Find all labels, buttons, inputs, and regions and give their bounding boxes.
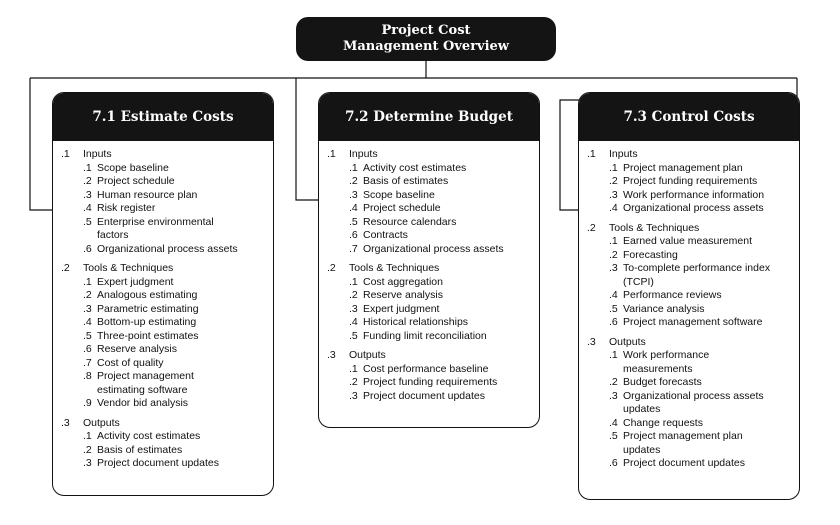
- list-item: .1 Work performance measurements: [609, 349, 710, 375]
- list-item: .1 Cost aggregation: [349, 275, 443, 288]
- list-item: .2 Analogous estimating: [83, 289, 198, 301]
- section-tools-techniques: [587, 222, 793, 330]
- section-number: .1: [587, 148, 596, 160]
- list-item: .3 Work performance information: [609, 188, 765, 201]
- list-item: .4 Organizational process assets: [609, 202, 764, 214]
- list-item: .2 Basis of estimates: [349, 175, 449, 187]
- section-label: Tools & Techniques: [83, 262, 174, 274]
- list-item: .6 Contracts: [349, 229, 408, 241]
- section-label: Tools & Techniques: [609, 221, 700, 234]
- list-item: .5 Variance analysis: [609, 302, 705, 315]
- section-label: Outputs: [609, 335, 646, 348]
- list-item: .3 Expert judgment: [349, 302, 440, 315]
- section-tools-techniques: [327, 262, 533, 343]
- section-label: Inputs: [83, 148, 112, 160]
- list-item: .8 Project management estimating software: [83, 370, 194, 396]
- list-item: .3 To-complete performance index (TCPI): [609, 262, 771, 288]
- list-item: .2 Reserve analysis: [349, 289, 443, 301]
- list-item: .3 Project document updates: [349, 389, 485, 402]
- section-inputs: [327, 148, 533, 256]
- section-outputs: [327, 349, 533, 403]
- section-number: .1: [327, 148, 336, 160]
- list-item: .6 Organizational process assets: [83, 242, 238, 255]
- list-item: .2 Basis of estimates: [83, 443, 183, 456]
- list-item: .1 Project management plan: [609, 161, 743, 174]
- section-inputs: [61, 148, 267, 256]
- section-number: .3: [61, 416, 70, 429]
- section-number: .2: [61, 262, 70, 274]
- section-label: Outputs: [349, 349, 386, 361]
- section-number: .2: [327, 262, 336, 274]
- connector-to-determine-budget: [296, 78, 318, 200]
- overview-title-line-2: Management Overview: [342, 39, 509, 54]
- section-tools-techniques: [61, 262, 267, 411]
- list-item: .5 Enterprise environmental factors: [83, 215, 214, 241]
- list-item: .1 Scope baseline: [83, 161, 169, 174]
- panel-control-costs: [578, 92, 800, 500]
- list-item: .5 Project management plan updates: [609, 430, 743, 456]
- list-item: .3 Human resource plan: [83, 188, 198, 201]
- list-item: .7 Organizational process assets: [349, 242, 504, 255]
- panel-estimate-costs: [52, 92, 274, 496]
- list-item: .2 Project schedule: [83, 175, 175, 187]
- section-label: Outputs: [83, 416, 120, 429]
- list-item: .9 Vendor bid analysis: [83, 397, 189, 409]
- section-outputs: [587, 336, 793, 471]
- list-item: .3 Scope baseline: [349, 188, 435, 201]
- list-item: .5 Three-point estimates: [83, 329, 199, 342]
- list-item: .5 Funding limit reconciliation: [349, 329, 487, 342]
- overview-title-box: [296, 17, 556, 61]
- list-item: .4 Change requests: [609, 416, 703, 429]
- list-item: .1 Activity cost estimates: [349, 161, 467, 174]
- list-item: .4 Historical relationships: [349, 316, 469, 328]
- list-item: .3 Project document updates: [83, 457, 219, 469]
- list-item: .1 Earned value measurement: [609, 235, 752, 247]
- list-item: .1 Expert judgment: [83, 275, 174, 288]
- section-outputs: [61, 417, 267, 471]
- section-label: Inputs: [349, 148, 378, 160]
- list-item: .2 Budget forecasts: [609, 376, 702, 388]
- section-label: Inputs: [609, 148, 638, 160]
- panel-header-determine-budget: 7.2 Determine Budget: [319, 93, 539, 141]
- list-item: .7 Cost of quality: [83, 356, 164, 369]
- panel-header-estimate-costs: 7.1 Estimate Costs: [53, 93, 273, 141]
- section-number: .1: [61, 148, 70, 160]
- list-item: .2 Project funding requirements: [609, 175, 758, 187]
- list-item: .3 Parametric estimating: [83, 302, 199, 315]
- list-item: .4 Bottom-up estimating: [83, 316, 197, 328]
- section-label: Tools & Techniques: [349, 262, 440, 274]
- panel-header-control-costs: 7.3 Control Costs: [579, 93, 799, 141]
- list-item: .6 Project management software: [609, 316, 763, 328]
- list-item: .2 Forecasting: [609, 248, 678, 261]
- list-item: .1 Cost performance baseline: [349, 362, 489, 375]
- list-item: .3 Organizational process assets updates: [609, 389, 764, 415]
- section-number: .2: [587, 221, 596, 234]
- section-number: .3: [587, 335, 596, 348]
- connector-to-estimate-costs: [30, 78, 52, 210]
- list-item: .4 Performance reviews: [609, 289, 722, 301]
- panel-determine-budget: [318, 92, 540, 428]
- list-item: .5 Resource calendars: [349, 215, 457, 228]
- overview-title-line-1: Project Cost: [381, 23, 471, 38]
- list-item: .6 Reserve analysis: [83, 343, 177, 355]
- list-item: .4 Project schedule: [349, 202, 441, 214]
- list-item: .4 Risk register: [83, 202, 156, 214]
- list-item: .1 Activity cost estimates: [83, 430, 201, 442]
- section-inputs: [587, 148, 793, 216]
- list-item: .6 Project document updates: [609, 457, 745, 469]
- list-item: .2 Project funding requirements: [349, 376, 498, 388]
- section-number: .3: [327, 349, 336, 361]
